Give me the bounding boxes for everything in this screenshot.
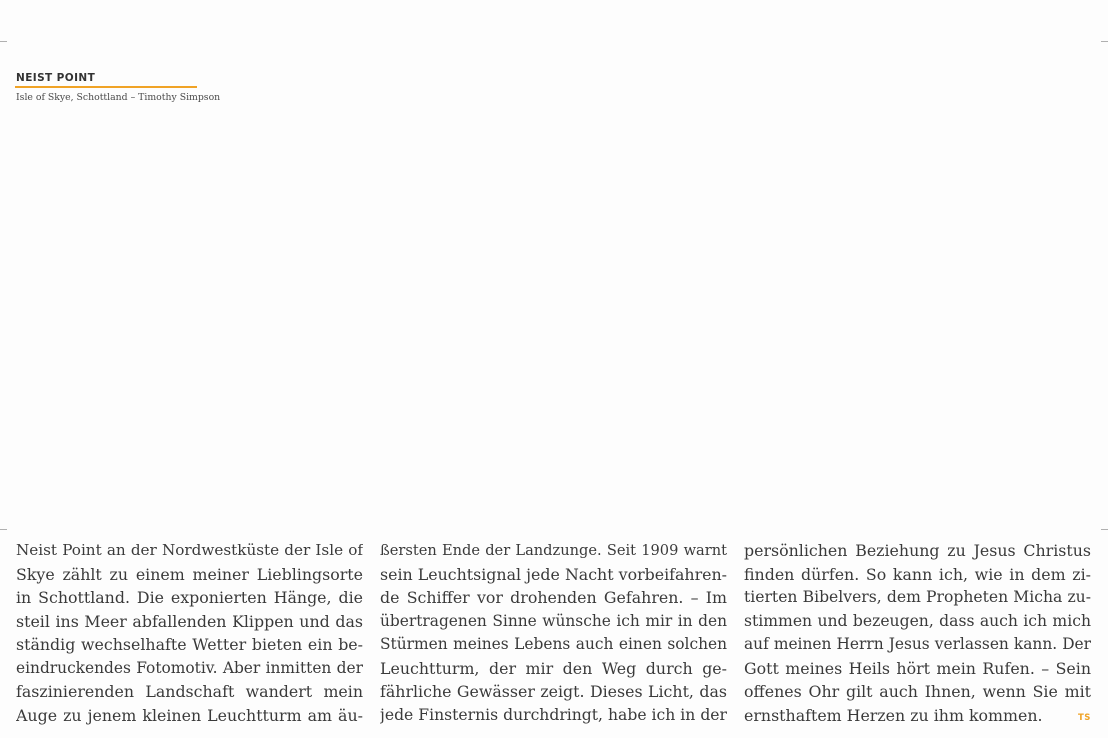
- text-line: eindruckendes Fotomotiv. Aber inmitten der: [16, 658, 363, 677]
- text-line: fährliche Gewässer zeigt. Dieses Licht, das: [380, 682, 727, 701]
- photo-caption: [16, 71, 220, 104]
- text-line: ernsthaftem Herzen zu ihm kommen.: [744, 705, 1043, 725]
- text-line: stimmen und bezeugen, dass auch ich mich: [744, 611, 1091, 630]
- text-line: Leuchtturm, der mir den Weg durch ge-: [380, 658, 727, 678]
- text-line: steil ins Meer abfallenden Klippen und das: [16, 611, 363, 631]
- author-initials: TS: [1078, 713, 1091, 723]
- text-line: offenes Ohr gilt auch Ihnen, wenn Sie mit: [744, 682, 1091, 701]
- caption-underline: [15, 86, 197, 88]
- crop-mark-top-left: [0, 41, 7, 42]
- crop-mark-mid-left: [0, 529, 7, 530]
- text-line: finden dürfen. So kann ich, wie in dem zi-: [744, 564, 1091, 584]
- text-line: in Schottland. Die exponierten Hänge, die: [16, 588, 363, 607]
- text-line: tierten Bibelvers, dem Propheten Micha zu-: [744, 588, 1091, 606]
- crop-mark-mid-right: [1101, 529, 1108, 530]
- text-line: jede Finsternis durchdringt, habe ich in der: [380, 705, 727, 724]
- text-line: ßersten Ende der Landzunge. Seit 1909 warnt: [380, 542, 727, 559]
- caption-title: NEIST POINT: [16, 72, 96, 84]
- text-line: Skye zählt zu einem meiner Lieblingsorte: [16, 564, 363, 584]
- text-line: Stürmen meines Lebens auch einen solchen: [380, 635, 727, 653]
- text-column-2: [380, 539, 727, 727]
- crop-mark-top-right: [1101, 41, 1108, 42]
- text-line: auf meinen Herrn Jesus verlassen kann. Der: [744, 635, 1091, 653]
- text-line: faszinierenden Landschaft wandert mein: [16, 682, 363, 701]
- text-line: Neist Point an der Nordwestküste der Isle of: [16, 541, 363, 559]
- text-line: Gott meines Heils hört mein Rufen. – Sein: [744, 658, 1091, 678]
- text-line: ständig wechselhafte Wetter bieten ein be-: [16, 635, 363, 654]
- caption-subtitle: Isle of Skye, Schottland – Timothy Simpson: [16, 92, 221, 103]
- text-line: persönlichen Beziehung zu Jesus Christus: [744, 541, 1091, 560]
- text-line: sein Leuchtsignal jede Nacht vorbeifahren-: [380, 564, 727, 584]
- text-column-3: [744, 539, 1091, 727]
- text-line: Auge zu jenem kleinen Leuchtturm am äu-: [16, 705, 363, 725]
- text-column-1: [16, 539, 363, 727]
- text-line: de Schiffer vor drohenden Gefahren. – Im: [380, 588, 727, 607]
- text-line: übertragenen Sinne wünsche ich mir in den: [380, 611, 727, 630]
